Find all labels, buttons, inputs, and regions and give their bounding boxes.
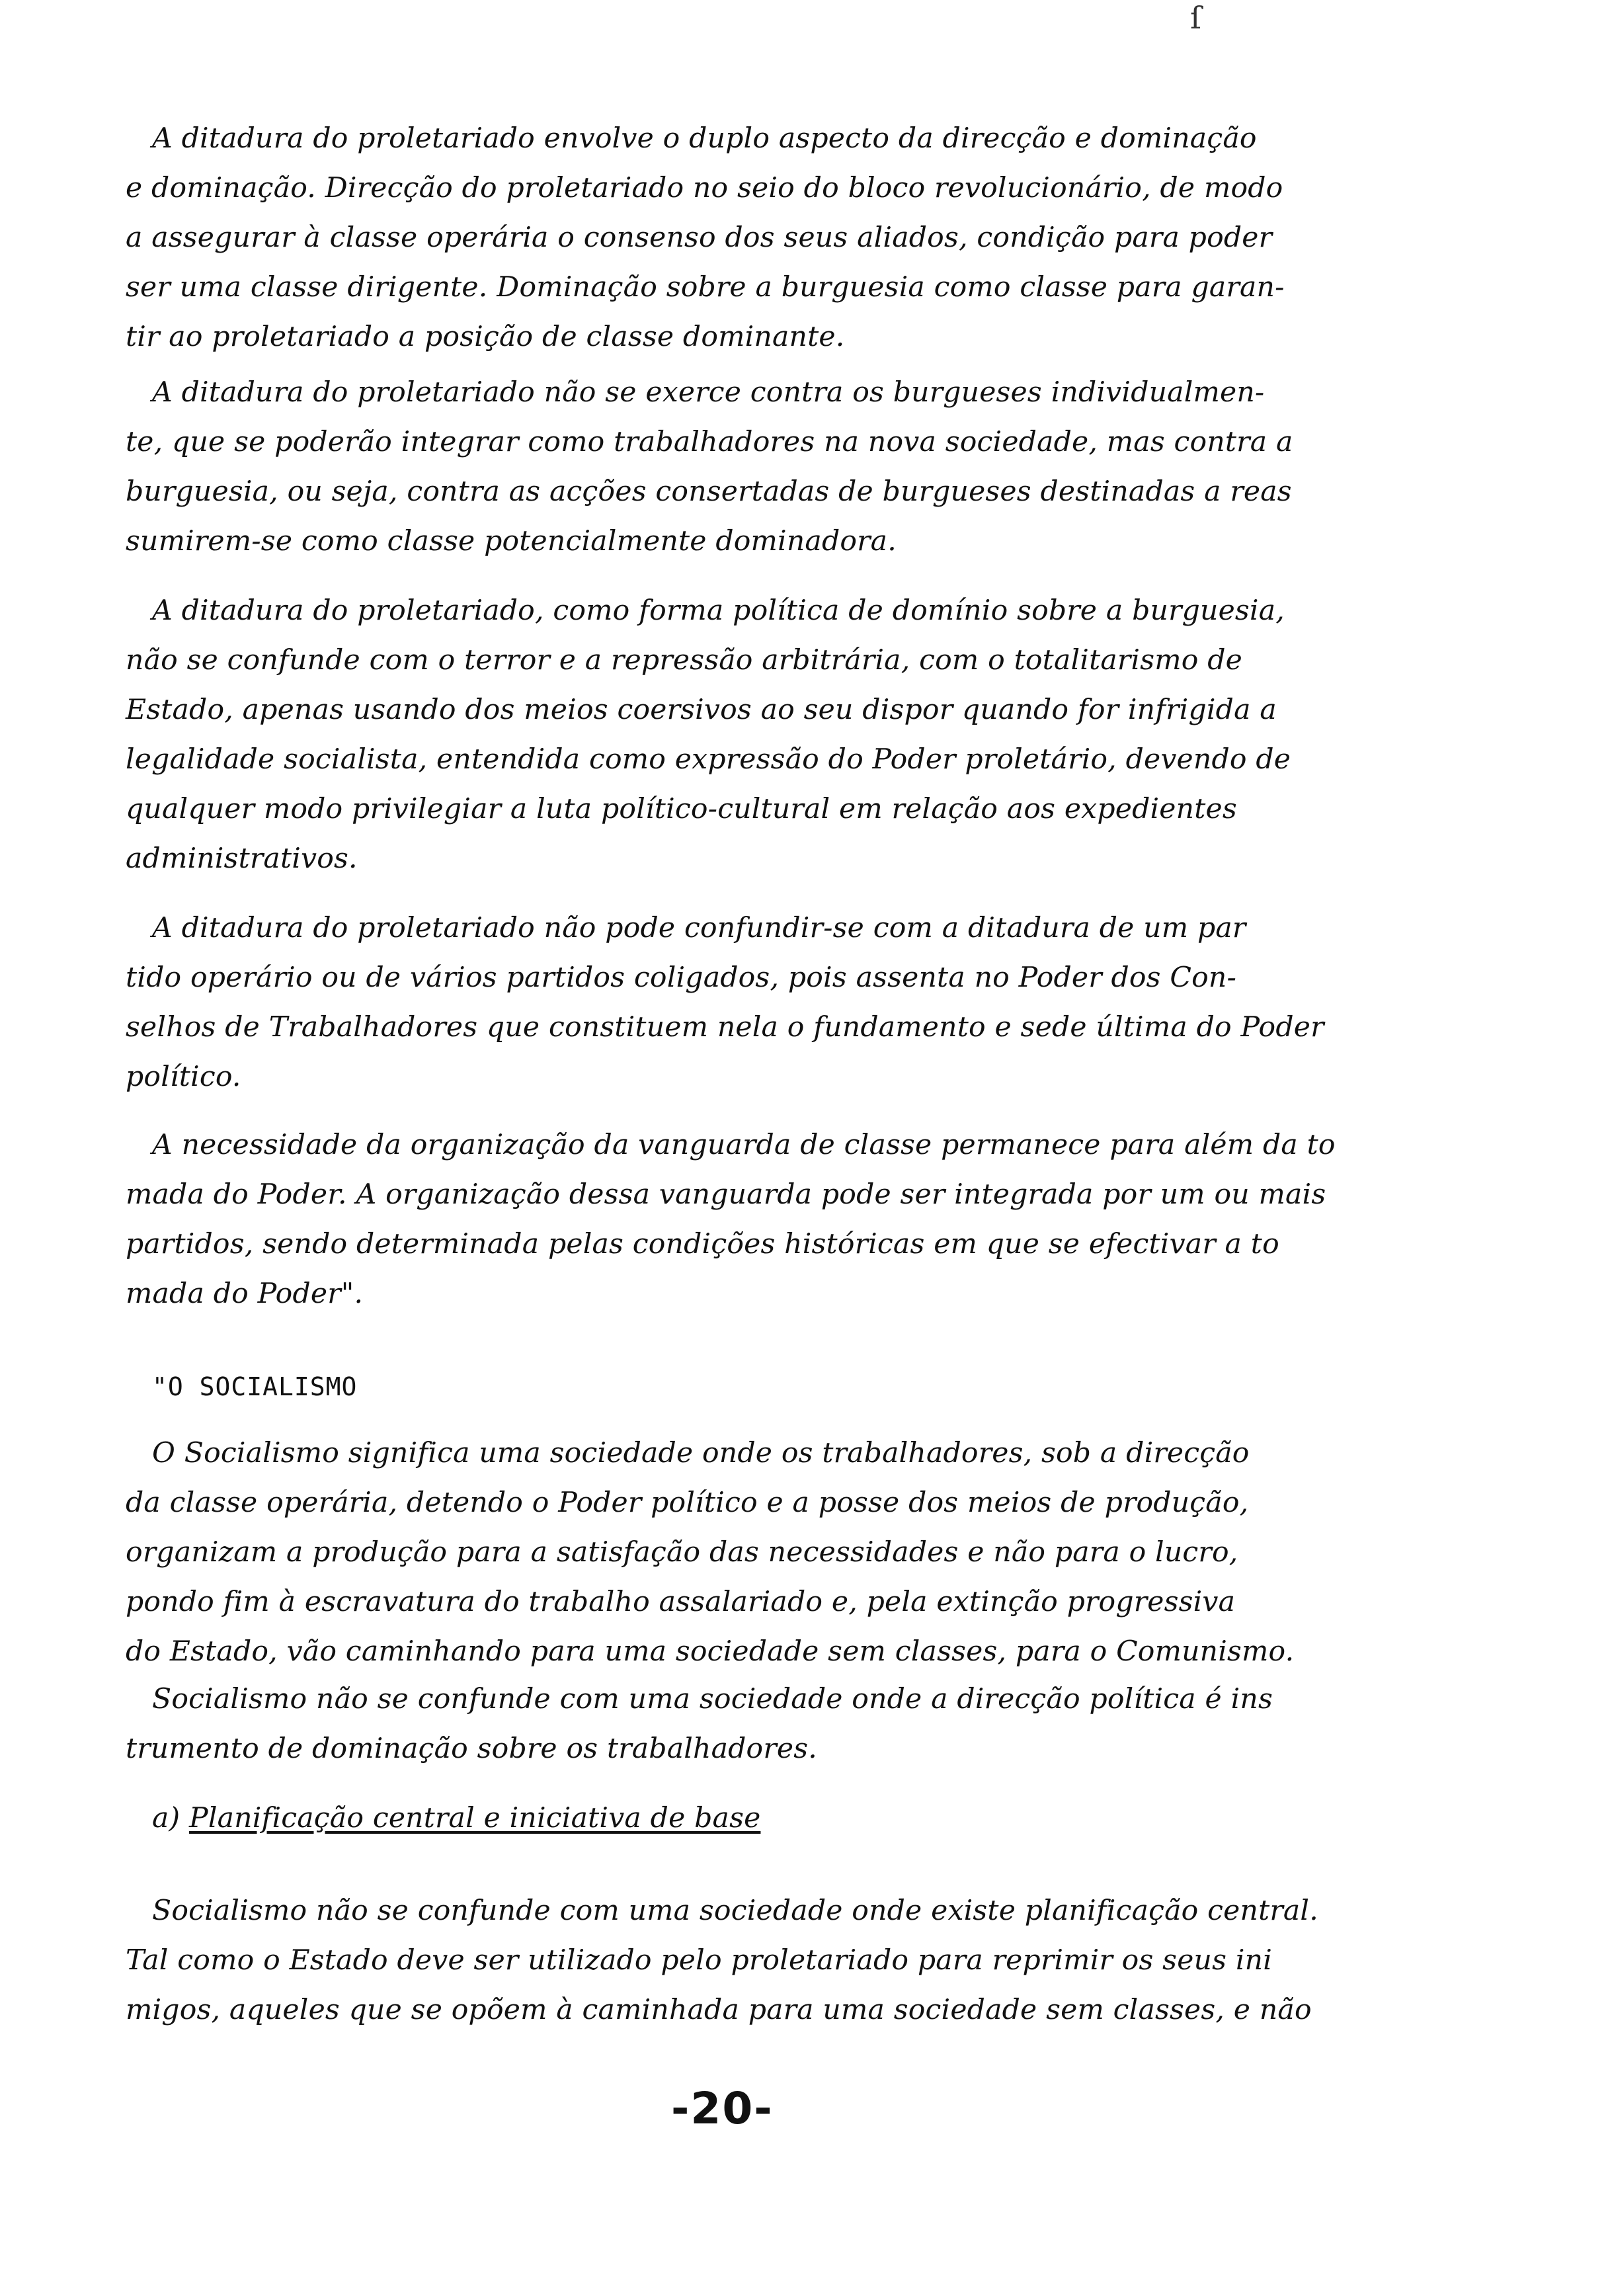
text-line: administrativos. bbox=[126, 842, 358, 875]
text-line: A ditadura do proletariado, como forma política de domínio sobre a burguesia, bbox=[152, 594, 1285, 627]
text-line: ser uma classe dirigente. Dominação sobre a burguesia como classe para garan- bbox=[126, 271, 1285, 304]
subsection-heading-line bbox=[126, 1793, 1455, 1843]
text-line: migos, aqueles que se opõem à caminhada para uma sociedade sem classes, e não bbox=[126, 1994, 1312, 2026]
paragraph-vanguard bbox=[126, 1120, 1455, 1319]
subsection-prefix: a) bbox=[152, 1802, 190, 1834]
text-line: a assegurar à classe operária o consenso dos seus aliados, condição para poder bbox=[126, 222, 1273, 254]
paragraph-socialism-not-domination bbox=[126, 1674, 1455, 1774]
paragraph-not-terror bbox=[126, 586, 1455, 883]
text-line: pondo fim à escravatura do trabalho assalariado e, pela extinção progressiva bbox=[126, 1586, 1236, 1618]
text-line: e dominação. Direcção do proletariado no seio do bloco revolucionário, de modo bbox=[126, 172, 1283, 204]
text-line: Estado, apenas usando dos meios coersivos ao seu dispor quando for infrigida a bbox=[126, 694, 1277, 726]
text-line: A ditadura do proletariado envolve o duplo aspecto da direcção e dominação bbox=[152, 122, 1257, 155]
corner-mark: ſ bbox=[1190, 0, 1202, 36]
text-line: político. bbox=[126, 1061, 241, 1093]
section-heading bbox=[126, 1362, 1455, 1412]
subsection-title: Planificação central e iniciativa de base bbox=[189, 1802, 761, 1834]
paragraph-socialism-definition bbox=[126, 1428, 1455, 1676]
paragraph-central-planning bbox=[126, 1886, 1455, 2035]
text-line: da classe operária, detendo o Poder político e a posse dos meios de produção, bbox=[126, 1487, 1249, 1519]
text-line: tido operário ou de vários partidos coligados, pois assenta no Poder dos Con- bbox=[126, 962, 1237, 994]
text-line: não se confunde com o terror e a repressão arbitrária, com o totalitarismo de bbox=[126, 644, 1242, 676]
text-line: selhos de Trabalhadores que constituem nela o fundamento e sede última do Poder bbox=[126, 1011, 1324, 1044]
text-line: Tal como o Estado deve ser utilizado pelo proletariado para reprimir os seus ini bbox=[126, 1944, 1272, 1977]
text-line: organizam a produção para a satisfação das necessidades e não para o lucro, bbox=[126, 1536, 1238, 1569]
page-number: -20- bbox=[671, 2083, 774, 2134]
text-line: A necessidade da organização da vanguarda de classe permanece para além da to bbox=[152, 1129, 1336, 1161]
text-line: O Socialismo significa uma sociedade onde os trabalhadores, sob a direcção bbox=[152, 1437, 1250, 1469]
text-line: Socialismo não se confunde com uma sociedade onde a direcção política é ins bbox=[152, 1683, 1273, 1715]
text-line: sumirem-se como classe potencialmente dominadora. bbox=[126, 525, 897, 557]
text-line: tir ao proletariado a posição de classe dominante. bbox=[126, 321, 845, 353]
section-heading-text: "O SOCIALISMO bbox=[152, 1372, 358, 1401]
paragraph-not-against-individuals bbox=[126, 368, 1455, 566]
text-line: A ditadura do proletariado não pode confundir-se com a ditadura de um par bbox=[152, 912, 1246, 944]
text-line: legalidade socialista, entendida como expressão do Poder proletário, devendo de bbox=[126, 743, 1291, 776]
text-line: do Estado, vão caminhando para uma sociedade sem classes, para o Comunismo. bbox=[126, 1635, 1295, 1668]
text-line: A ditadura do proletariado não se exerce contra os burgueses individualmen- bbox=[152, 376, 1265, 409]
text-line: mada do Poder. A organização dessa vanguarda pode ser integrada por um ou mais bbox=[126, 1178, 1326, 1211]
text-line: burguesia, ou seja, contra as acções consertadas de burgueses destinadas a reas bbox=[126, 475, 1292, 508]
text-line: mada do Poder". bbox=[126, 1278, 364, 1310]
paragraph-dictatorship-dual-aspect bbox=[126, 114, 1455, 362]
text-line: trumento de dominação sobre os trabalhadores. bbox=[126, 1733, 817, 1765]
text-line: qualquer modo privilegiar a luta político-cultural em relação aos expedientes bbox=[126, 793, 1237, 825]
text-line: Socialismo não se confunde com uma sociedade onde existe planificação central. bbox=[152, 1895, 1318, 1927]
paragraph-not-party-dictatorship bbox=[126, 903, 1455, 1102]
text-line: partidos, sendo determinada pelas condições históricas em que se efectivar a to bbox=[126, 1228, 1279, 1260]
text-line: te, que se poderão integrar como trabalhadores na nova sociedade, mas contra a bbox=[126, 426, 1293, 458]
subsection-heading bbox=[126, 1793, 1455, 1843]
